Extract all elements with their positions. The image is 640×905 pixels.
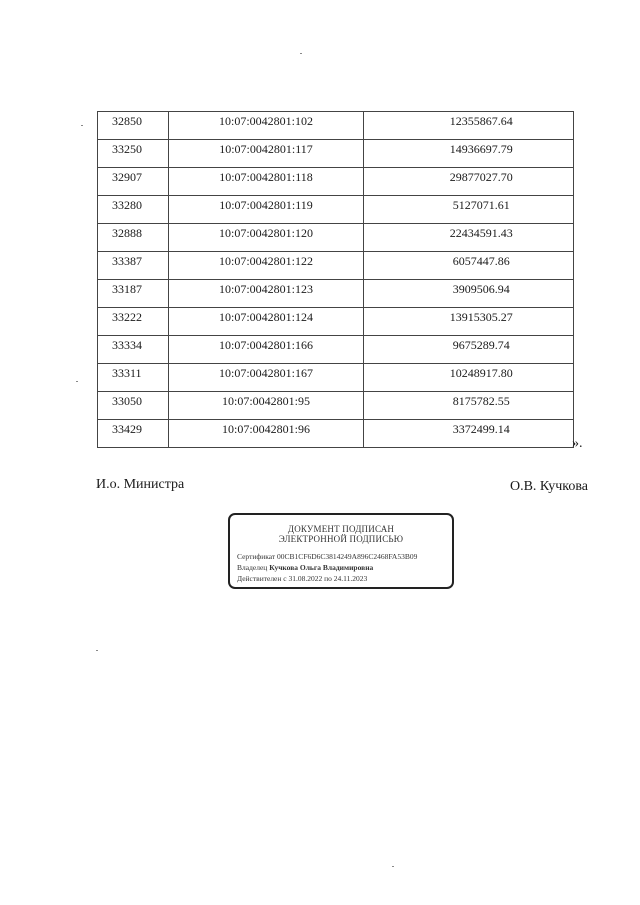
table-row [98, 364, 574, 392]
row-number-cell: 33334 [98, 336, 169, 364]
row-number-cell: 33250 [98, 140, 169, 168]
row-number-cell: 33187 [98, 280, 169, 308]
table-row [98, 252, 574, 280]
cadastral-number-cell: 10:07:0042801:167 [169, 364, 363, 392]
table-body [98, 112, 574, 448]
cadastral-value-cell: 3909506.94 [363, 280, 573, 308]
signer-role: И.о. Министра [96, 477, 185, 492]
scan-speck [81, 125, 83, 126]
row-number-cell: 32850 [98, 112, 169, 140]
stamp-certificate: Сертификат 00CB1CF6D6C3814249A896C2468FA53B09 [237, 552, 418, 561]
scan-speck [96, 650, 98, 651]
row-number-cell: 33280 [98, 196, 169, 224]
cadastral-number-cell: 10:07:0042801:95 [169, 392, 363, 420]
table-row [98, 336, 574, 364]
cadastral-value-cell: 5127071.61 [363, 196, 573, 224]
cadastral-number-cell: 10:07:0042801:96 [169, 420, 363, 448]
cadastral-number-cell: 10:07:0042801:120 [169, 224, 363, 252]
cadastral-value-cell: 14936697.79 [363, 140, 573, 168]
table-row [98, 112, 574, 140]
cadastral-value-cell: 9675289.74 [363, 336, 573, 364]
row-number-cell: 32888 [98, 224, 169, 252]
signer-name: О.В. Кучкова [509, 479, 588, 494]
cadastral-number-cell: 10:07:0042801:119 [169, 196, 363, 224]
table-row [98, 224, 574, 252]
stamp-validity: Действителен с 31.08.2022 по 24.11.2023 [237, 574, 368, 583]
scan-speck [392, 866, 394, 867]
stamp-title-line-1: ДОКУМЕНТ ПОДПИСАН [287, 524, 395, 534]
table-row [98, 280, 574, 308]
row-number-cell: 33387 [98, 252, 169, 280]
scan-speck [76, 381, 78, 382]
scan-speck [300, 53, 302, 54]
cadastral-number-cell: 10:07:0042801:102 [169, 112, 363, 140]
stamp-owner [237, 562, 452, 573]
cadastral-number-cell: 10:07:0042801:166 [169, 336, 363, 364]
table-row [98, 196, 574, 224]
cadastral-value-cell: 13915305.27 [363, 308, 573, 336]
stamp-owner-name: Кучкова Ольга Владимировна [269, 563, 374, 572]
cadastral-value-cell: 8175782.55 [363, 392, 573, 420]
closing-quote-mark: ». [572, 436, 583, 451]
cadastral-number-cell: 10:07:0042801:122 [169, 252, 363, 280]
table-row [98, 140, 574, 168]
table-row [98, 168, 574, 196]
table-row [98, 392, 574, 420]
row-number-cell: 33050 [98, 392, 169, 420]
cadastral-value-cell: 29877027.70 [363, 168, 573, 196]
cadastral-number-cell: 10:07:0042801:123 [169, 280, 363, 308]
cadastral-number-cell: 10:07:0042801:124 [169, 308, 363, 336]
cadastral-value-table [97, 111, 574, 448]
row-number-cell: 33222 [98, 308, 169, 336]
cadastral-value-cell: 10248917.80 [363, 364, 573, 392]
stamp-title-line-2: ЭЛЕКТРОННОЙ ПОДПИСЬЮ [278, 534, 404, 544]
stamp-title [230, 524, 452, 544]
electronic-signature-stamp [228, 513, 454, 589]
row-number-cell: 33311 [98, 364, 169, 392]
cadastral-value-cell: 3372499.14 [363, 420, 573, 448]
row-number-cell: 33429 [98, 420, 169, 448]
row-number-cell: 32907 [98, 168, 169, 196]
cadastral-value-cell: 22434591.43 [363, 224, 573, 252]
cadastral-number-cell: 10:07:0042801:118 [169, 168, 363, 196]
cadastral-value-cell: 12355867.64 [363, 112, 573, 140]
cadastral-number-cell: 10:07:0042801:117 [169, 140, 363, 168]
table-row [98, 420, 574, 448]
table-row [98, 308, 574, 336]
stamp-owner-label: Владелец [237, 563, 268, 572]
cadastral-value-cell: 6057447.86 [363, 252, 573, 280]
